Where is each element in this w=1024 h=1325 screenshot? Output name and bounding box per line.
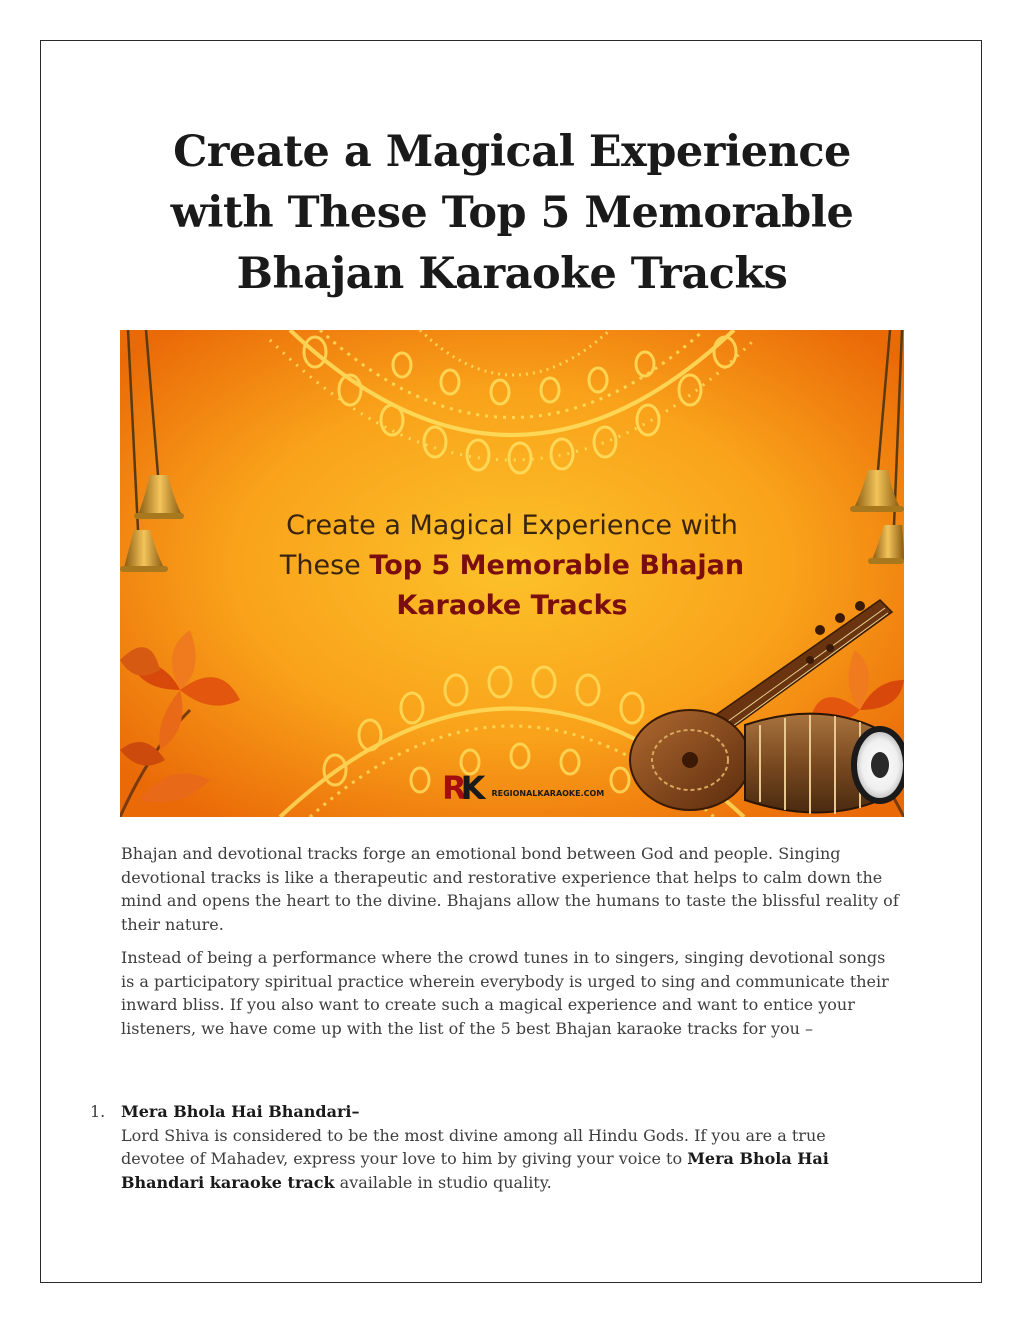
banner-line-3-highlight: Karaoke Tracks xyxy=(396,590,628,621)
list-item-text-after: available in studio quality. xyxy=(334,1172,552,1192)
list-item-bold-link: Mera Bhola Hai Bhandari karaoke track xyxy=(121,1149,829,1192)
list-item-body xyxy=(121,1100,881,1194)
banner-line-2-plain: These xyxy=(279,550,370,581)
brand-text: REGIONALKARAOKE.COM xyxy=(491,788,605,798)
banner-line-1: Create a Magical Experience with xyxy=(286,510,738,541)
list-number: 1. xyxy=(90,1102,106,1121)
brand-mark-k: K xyxy=(460,769,480,807)
banner-headline xyxy=(120,506,904,626)
brand-logo xyxy=(442,766,604,810)
title-line-3: Bhajan Karaoke Tracks xyxy=(236,249,788,299)
paragraph-intro: Bhajan and devotional tracks forge an emotional bond between God and people. Singing devotional tracks is like a therapeutic and restorative experience that helps to calm down the mind and opens the heart to the divine. Bhajans allow the humans to taste the blissful reality of their nature. xyxy=(121,844,899,934)
brand-mark-r: R xyxy=(442,769,461,807)
dholak-drum-icon xyxy=(745,714,904,814)
title-line-2: with These Top 5 Memorable xyxy=(170,188,854,238)
hero-banner xyxy=(120,330,904,817)
brand-mark xyxy=(442,770,479,806)
title-line-1: Create a Magical Experience xyxy=(173,127,851,177)
banner-line-2-highlight: Top 5 Memorable Bhajan xyxy=(369,550,745,581)
list-item-text-before: Lord Shiva is considered to be the most divine among all Hindu Gods. If you are a true devotee of Mahadev, express your love to him by giving your voice to xyxy=(121,1125,826,1168)
list-item-heading: Mera Bhola Hai Bhandari– xyxy=(121,1102,360,1121)
paragraph-second: Instead of being a performance where the crowd tunes in to singers, singing devotional songs is a participatory spiritual practice wherein everybody is urged to sing and communicate their inward bliss. If you also want to create such a magical experience and want to entice your listeners, we have come up with the list of the 5 best Bhajan karaoke tracks for you – xyxy=(121,948,889,1038)
article-body xyxy=(121,842,901,1050)
page-title xyxy=(60,122,964,305)
